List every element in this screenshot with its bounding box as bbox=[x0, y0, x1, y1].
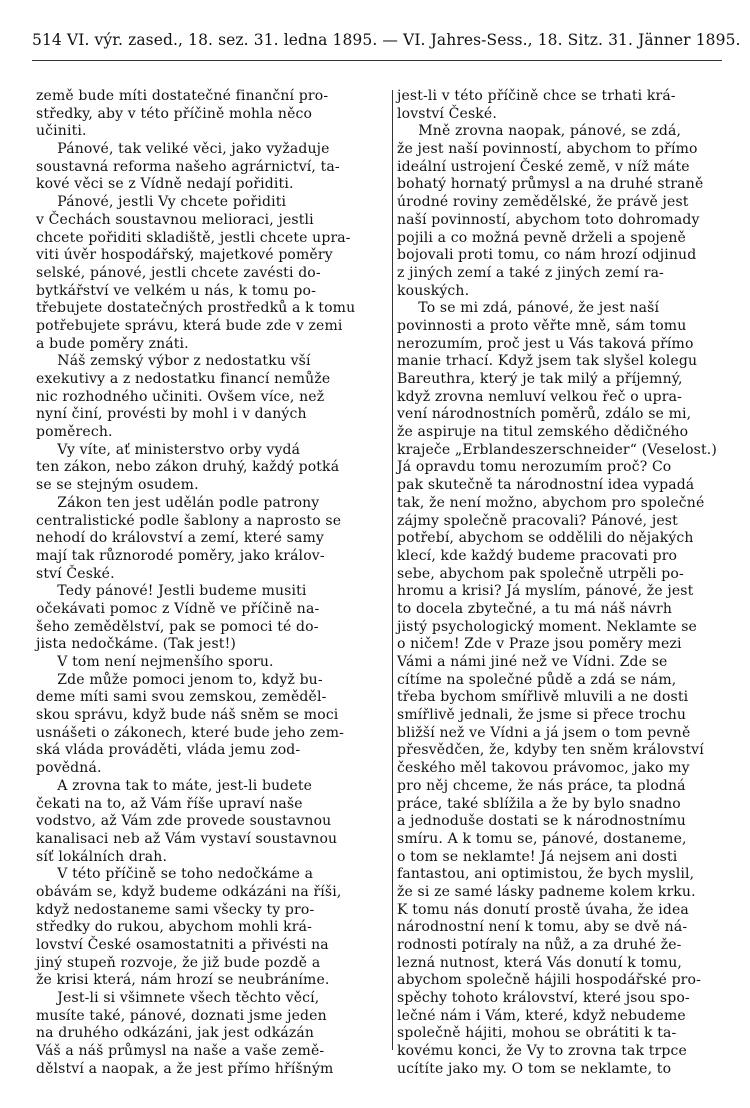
column-divider bbox=[392, 90, 393, 1050]
text-line: Mně zrovna naopak, pánové, se zdá, bbox=[397, 123, 682, 140]
text-line: o ničem! Zde v Praze jsou poměry mezi bbox=[397, 636, 682, 653]
text-line: práce, také sblížila a že by bylo snadno bbox=[397, 795, 681, 812]
text-line: to docela zbytečné, a tu má náš návrh bbox=[397, 600, 672, 617]
text-line: hromu a krisi? Já myslím, pánové, že jest bbox=[397, 583, 694, 600]
text-line: v Čechách soustavnou melioraci, jestli bbox=[36, 211, 314, 228]
text-line: bojovali proti tomu, co nám hrozí odjinud bbox=[397, 247, 697, 264]
text-line: zájmy společně pracovali? Pánové, jest bbox=[397, 512, 678, 529]
text-line: poměrech. bbox=[36, 424, 113, 441]
text-line: čekati na to, až Vám říše upraví naše bbox=[36, 795, 303, 812]
text-line: se se stejným osudem. bbox=[36, 477, 199, 494]
text-line: šeho zemědělství, pak se pomoci té do- bbox=[36, 618, 319, 635]
text-line: Váš a náš průmysl na naše a vaše země- bbox=[36, 1043, 325, 1060]
text-line: Bareuthra, který je tak milý a příjemný, bbox=[397, 371, 683, 387]
text-line: síť lokálních drah. bbox=[36, 848, 168, 865]
text-line: třeba bychom smířlivě mluvili a ne dosti bbox=[397, 689, 689, 706]
text-line: Pánové, tak veliké věci, jako vyžaduje bbox=[36, 141, 330, 158]
text-line: jista nedočkáme. (Tak jest!) bbox=[36, 636, 236, 653]
text-line: cítíme na společné půdě a zdá se nám, bbox=[397, 671, 677, 688]
text-line: To se mi zdá, pánové, že jest naší bbox=[397, 300, 660, 317]
text-line: na druhého odkázáni, jak jest odkázán bbox=[36, 1025, 315, 1042]
text-line: lezná nutnost, která Vás donutí k tomu, bbox=[397, 954, 683, 971]
text-line: učiniti. bbox=[36, 123, 87, 140]
text-line: jiný stupeň rozvoje, že již bude pozdě a bbox=[36, 954, 321, 971]
text-line: tak, že není možno, abychom pro společné bbox=[397, 494, 705, 511]
text-line: jest-li v této příčině chce se trhati krá- bbox=[397, 88, 676, 104]
header-rule bbox=[32, 60, 722, 61]
text-line: potřebujete správu, která bude zde v zemi bbox=[36, 317, 343, 334]
text-line: když zrovna nemluví velkou řeč o upra- bbox=[397, 388, 682, 405]
text-line: vení národnostních poměrů, zdálo se mi, bbox=[397, 406, 692, 423]
left-column bbox=[36, 88, 388, 1079]
text-line: českého měl takovou právomoc, jako my bbox=[397, 760, 690, 777]
text-line: nerozumím, proč jest u Vás taková přímo bbox=[397, 335, 694, 352]
text-line: přesvědčen, že, kdyby ten sněm království bbox=[397, 742, 704, 759]
text-line: že aspiruje na titul zemského dědičného bbox=[397, 424, 689, 441]
text-line: vodstvo, až Vám zde provede soustavnou bbox=[36, 813, 332, 830]
text-line: Jest-li si všimnete všech těchto věcí, bbox=[36, 990, 320, 1007]
text-line: V tom není nejmenšího sporu. bbox=[36, 654, 274, 670]
text-line: kovému konci, že Vy to zrovna tak trpce bbox=[397, 1043, 687, 1060]
text-line: jistý psychologický moment. Neklamte se bbox=[397, 618, 697, 635]
text-line: K tomu nás donutí prostě úvaha, že idea bbox=[397, 901, 689, 918]
text-line: spěchy tohoto království, které jsou spo- bbox=[397, 990, 690, 1007]
text-line: smířlivě jednali, že jsme si přece trochu bbox=[397, 707, 687, 724]
text-line: bližší než ve Vídni a já jsem o tom pevně bbox=[397, 724, 691, 741]
text-line: exekutivy a z nedostatku financí nemůže bbox=[36, 371, 331, 387]
text-line: fantastou, ani optimistou, že bych myslil, bbox=[397, 866, 695, 883]
text-line: že krisi která, nám hrozí se neubráníme. bbox=[36, 972, 330, 989]
text-line: klecí, kde každý budeme pracovati pro bbox=[397, 547, 678, 564]
text-line: nehodí do království a zemí, které samy bbox=[36, 530, 324, 547]
text-line: smíru. A k tomu se, pánové, dostaneme, bbox=[397, 830, 687, 847]
text-line: mají tak různorodé poměry, jako králov- bbox=[36, 547, 325, 564]
text-line: ství České. bbox=[36, 565, 115, 582]
text-line: Vámi a námi jiné než ve Vídni. Zde se bbox=[397, 654, 668, 670]
text-line: a bude poměry znáti. bbox=[36, 335, 189, 352]
text-line: že jest naší povinností, abychom to přímo bbox=[397, 141, 698, 158]
text-line: národnostní není k tomu, aby se dvě ná- bbox=[397, 919, 688, 936]
text-line: selské, pánové, jestli chcete zavésti do- bbox=[36, 264, 321, 281]
text-line: Pánové, jestli Vy chcete pořiditi bbox=[36, 194, 287, 211]
text-line: naší povinností, abychom toto dohromady bbox=[397, 211, 700, 228]
text-line: společně hájiti, mohou se obrátiti k ta- bbox=[397, 1025, 677, 1042]
text-line: potřebí, abychom se oddělili do nějakých bbox=[397, 530, 694, 547]
text-line: viti úvěr hospodářský, majetkové poměry bbox=[36, 247, 333, 264]
text-line: deme míti sami svou zemskou, zeměděl- bbox=[36, 689, 327, 706]
text-line: musíte také, pánové, doznati jsme jeden bbox=[36, 1007, 327, 1024]
text-line: když nedostaneme sami všecky ty pro- bbox=[36, 901, 315, 918]
text-line: kové věci se z Vídně nedají pořiditi. bbox=[36, 176, 294, 193]
text-line: o tom se neklamte! Já nejsem ani dosti bbox=[397, 848, 678, 865]
right-column bbox=[397, 88, 731, 1079]
text-line: chcete pořiditi skladiště, jestli chcete upra- bbox=[36, 229, 351, 246]
text-line: bohatý hornatý průmysl a na druhé straně bbox=[397, 176, 704, 193]
text-line: středky do rukou, abychom mohli krá- bbox=[36, 919, 312, 936]
text-line: dělství a naopak, a že jest přímo hříšným bbox=[36, 1060, 334, 1077]
text-line: A zrovna tak to máte, jest-li budete bbox=[36, 777, 313, 794]
text-line: kraječe „Erblandeszerschneider“ (Veselost.) bbox=[397, 441, 717, 458]
text-line: země bude míti dostatečné finanční pro- bbox=[36, 88, 329, 104]
header-text: VI. výr. zased., 18. sez. 31. ledna 1895. — VI. Jahres-Sess., 18. Sitz. 31. Jänner 1895. bbox=[66, 31, 741, 49]
text-line: V této příčině se toho nedočkáme a bbox=[36, 866, 314, 883]
text-line: že si ze samé lásky padneme kolem krku. bbox=[397, 883, 696, 900]
text-line: Tedy pánové! Jestli budeme musiti bbox=[36, 583, 307, 600]
text-line: Vy víte, ať ministerstvo orby vydá bbox=[36, 441, 301, 458]
text-line: ská vláda prováděti, vláda jemu zod- bbox=[36, 742, 301, 759]
text-line: kouských. bbox=[397, 282, 470, 299]
text-line: lovství České osamostatniti a přivésti na bbox=[36, 937, 329, 953]
text-line: Já opravdu tomu nerozumím proč? Co bbox=[397, 459, 672, 476]
text-line: rodnosti potíraly na nůž, a za druhé že- bbox=[397, 937, 682, 953]
text-line: středky, aby v této příčině mohla něco bbox=[36, 105, 313, 122]
text-line: skou správu, když bude náš sněm se moci bbox=[36, 707, 339, 724]
text-line: Náš zemský výbor z nedostatku vší bbox=[36, 353, 311, 370]
text-line: usnášeti o zákonech, které bude jeho zem- bbox=[36, 724, 344, 741]
text-line: třebujete dostatečných prostředků a k tomu bbox=[36, 300, 356, 317]
text-line: očekávati pomoc z Vídně ve příčině na- bbox=[36, 600, 320, 617]
text-line: lovství České. bbox=[397, 105, 497, 122]
page-header bbox=[32, 30, 741, 50]
text-line: abychom společně hájili hospodářské pro- bbox=[397, 972, 701, 989]
page-number: 514 bbox=[32, 31, 62, 49]
text-line: a jednoduše dostati se k národnostnímu bbox=[397, 813, 686, 830]
text-line: manie trhací. Když jsem tak slyšel kolegu bbox=[397, 353, 698, 370]
text-line: kanalisaci neb až Vám vystaví soustavnou bbox=[36, 830, 338, 847]
text-line: nyní činí, provésti by mohl i v daných bbox=[36, 406, 307, 423]
text-line: povinnosti a proto věřte mně, sám tomu bbox=[397, 317, 687, 334]
text-line: ten zákon, nebo zákon druhý, každý potká bbox=[36, 459, 340, 476]
text-line: pro něj chceme, že nás práce, ta plodná bbox=[397, 777, 686, 794]
text-line: Zákon ten jest udělán podle patrony bbox=[36, 494, 320, 511]
text-line: soustavná reforma našeho agrárnictví, ta- bbox=[36, 158, 340, 175]
text-line: úrodné roviny zemědělské, že právě jest bbox=[397, 194, 689, 211]
text-line: pak skutečně ta národnostní idea vypadá bbox=[397, 477, 695, 494]
text-line: sebe, abychom pak společně utrpěli po- bbox=[397, 565, 684, 582]
text-line: nic rozhodného učiniti. Ovšem více, než bbox=[36, 388, 325, 405]
text-line: bytkářství ve velkém u nás, k tomu po- bbox=[36, 282, 316, 299]
text-line: ucítíte jako my. O tom se neklamte, to bbox=[397, 1060, 672, 1077]
text-line: pojili a co možná pevně drželi a spojeně bbox=[397, 229, 686, 246]
text-line: ideální ustrojení České země, v níž máte bbox=[397, 158, 690, 175]
text-line: povědná. bbox=[36, 760, 102, 777]
text-line: lečné nám i Vám, které, když nebudeme bbox=[397, 1007, 686, 1024]
text-line: Zde může pomoci jenom to, když bu- bbox=[36, 671, 323, 688]
text-line: obávám se, když budeme odkázáni na říši, bbox=[36, 883, 342, 900]
text-line: centralistické podle šablony a naprosto se bbox=[36, 512, 342, 529]
text-line: z jiných zemí a také z jiných zemí ra- bbox=[397, 264, 664, 281]
